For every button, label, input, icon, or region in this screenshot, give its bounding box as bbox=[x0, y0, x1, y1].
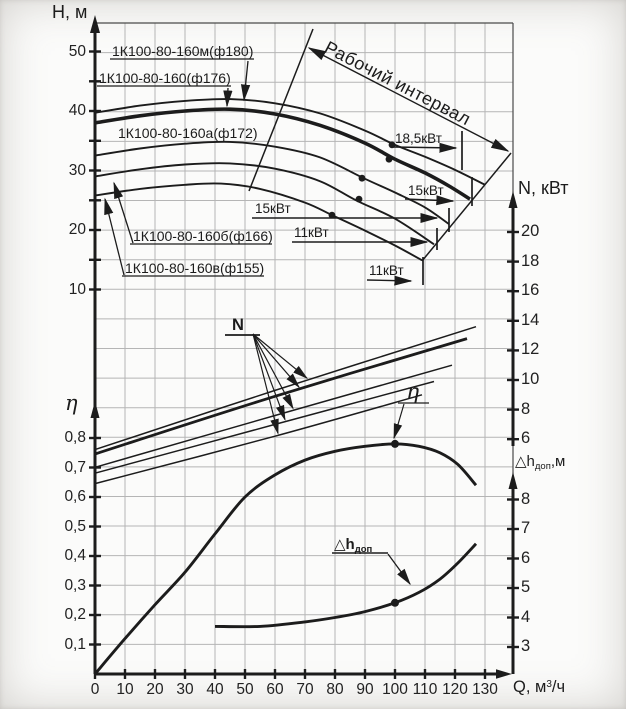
q-tick-label: 50 bbox=[236, 681, 254, 698]
op-point-eta bbox=[391, 440, 399, 448]
q-axis-arrow bbox=[496, 669, 512, 678]
dh-tick-label: 7 bbox=[521, 519, 531, 537]
h-axis-arrow bbox=[90, 15, 100, 33]
h-tick-label: 20 bbox=[68, 221, 86, 238]
dh-tick-label: 8 bbox=[521, 489, 531, 508]
eta-tick-label: 0,1 bbox=[64, 635, 86, 653]
power-limit-18_5kw: 18,5кВт bbox=[395, 131, 442, 146]
power-limit-15kw-upper: 15кВт bbox=[408, 183, 444, 198]
power-limit-11kw-lower: 11кВт bbox=[369, 263, 404, 278]
op-point-ф176 bbox=[386, 156, 393, 163]
dh-tick-label: 6 bbox=[521, 548, 531, 567]
n-axis-title: N, кВт bbox=[518, 178, 569, 198]
power-limit-15kw-left: 15кВт bbox=[255, 201, 291, 216]
dh-axis-title: $\triangle h_{доп},м$ bbox=[515, 453, 566, 472]
q-axis-title: Q, $м^3/ч$ bbox=[513, 678, 566, 696]
op-point-npsh bbox=[391, 599, 399, 607]
n-tick-label: 8 bbox=[521, 399, 531, 418]
dh-callout-leader bbox=[388, 554, 410, 584]
h-tick-label: 10 bbox=[68, 280, 86, 298]
eta-tick-label: 0,4 bbox=[64, 547, 86, 564]
n-tick-label: 10 bbox=[521, 370, 540, 388]
eta-tick-label: 0,3 bbox=[64, 576, 86, 594]
dh-tick-label: 4 bbox=[521, 607, 531, 626]
eta-tick-label: 0,5 bbox=[64, 517, 86, 535]
curve-label-leader-4 bbox=[105, 199, 124, 275]
curve-label-f166: 1К100-80-160б(ф166) bbox=[133, 228, 273, 244]
eta-axis-title: η bbox=[65, 391, 78, 415]
q-tick-label: 130 bbox=[472, 681, 498, 698]
h-tick-label: 50 bbox=[68, 42, 86, 60]
q-tick-label: 80 bbox=[326, 681, 344, 698]
eta-curve-callout: η bbox=[406, 380, 420, 405]
working-interval-label: Рабочий интервал bbox=[321, 37, 475, 130]
power-limit-11kw-upper: 11кВт bbox=[294, 225, 329, 240]
curve-label-f172: 1К100-80-160а(ф172) bbox=[118, 125, 258, 141]
q-tick-label: 70 bbox=[296, 681, 314, 698]
power-limit-arrow-4 bbox=[367, 280, 411, 281]
op-point-ф172 bbox=[359, 175, 366, 182]
eta-tick-label: 0,7 bbox=[64, 458, 86, 476]
n-tick-label: 12 bbox=[521, 340, 540, 359]
q-tick-label: 110 bbox=[412, 681, 438, 698]
eta-tick-label: 0,6 bbox=[64, 488, 86, 505]
n-tick-label: 14 bbox=[521, 310, 540, 329]
curve-label-f155: 1К100-80-160в(ф155) bbox=[125, 260, 265, 276]
dh-tick-label: 3 bbox=[521, 637, 531, 655]
curve-label-leader-1 bbox=[227, 88, 228, 106]
q-tick-label: 30 bbox=[176, 681, 194, 698]
n-tick-label: 6 bbox=[521, 429, 531, 448]
op-point-ф166 bbox=[356, 196, 363, 203]
eta-tick-label: 0,2 bbox=[64, 606, 86, 623]
n-tick-label: 20 bbox=[521, 222, 540, 240]
dh-curve-callout: $\triangle h_{доп}$ bbox=[334, 536, 373, 555]
op-point-ф155 bbox=[329, 212, 336, 219]
working-interval-right-boundary bbox=[422, 153, 511, 261]
q-tick-label: 60 bbox=[266, 681, 284, 698]
power-limit-arrow-0 bbox=[393, 147, 456, 148]
q-tick-label: 40 bbox=[206, 681, 224, 698]
dh-axis-arrow bbox=[509, 472, 518, 489]
efficiency-curve bbox=[95, 444, 476, 674]
curve-label-f176: 1К100-80-160(ф176) bbox=[99, 70, 231, 86]
eta-axis-arrow bbox=[91, 401, 100, 418]
q-tick-label: 90 bbox=[356, 681, 374, 698]
n-tick-label: 18 bbox=[521, 251, 540, 270]
n-tick-label: 16 bbox=[521, 281, 540, 300]
power-curve-ф166 bbox=[95, 382, 434, 474]
q-tick-label: 100 bbox=[382, 681, 408, 698]
q-tick-label: 0 bbox=[90, 681, 100, 698]
q-tick-label: 10 bbox=[116, 681, 134, 698]
q-tick-label: 20 bbox=[146, 681, 164, 698]
head-curve-ф155 bbox=[95, 183, 422, 260]
h-tick-label: 30 bbox=[68, 161, 86, 179]
q-tick-label: 120 bbox=[442, 681, 468, 698]
n-curves-callout: N bbox=[232, 316, 244, 334]
dh-tick-label: 5 bbox=[521, 578, 531, 596]
n-axis-arrow bbox=[509, 191, 518, 208]
h-tick-label: 40 bbox=[68, 102, 86, 119]
h-axis-title: Н, м bbox=[52, 2, 88, 22]
eta-tick-label: 0,8 bbox=[64, 429, 86, 446]
curve-label-f180: 1К100-80-160м(ф180) bbox=[112, 43, 254, 59]
